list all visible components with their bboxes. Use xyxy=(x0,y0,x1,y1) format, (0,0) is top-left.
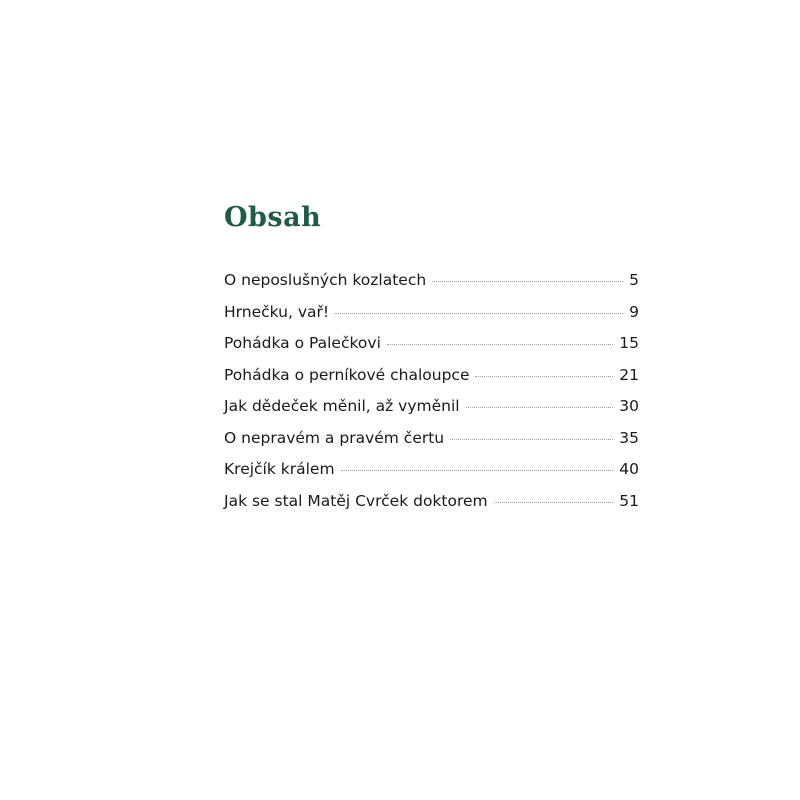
toc-entry-page-number: 30 xyxy=(619,397,639,415)
dot-leader xyxy=(475,376,613,377)
toc-entry[interactable] xyxy=(224,429,639,461)
toc-list xyxy=(224,271,639,523)
toc-entry-title: Pohádka o perníkové chaloupce xyxy=(224,365,470,384)
dot-leader xyxy=(494,502,614,503)
toc-entry[interactable] xyxy=(224,303,639,335)
toc-entry[interactable] xyxy=(224,492,639,524)
toc-entry-title: O neposlušných kozlatech xyxy=(224,271,427,289)
dot-leader xyxy=(341,470,614,471)
toc-entry[interactable] xyxy=(224,271,639,303)
toc-entry[interactable] xyxy=(224,334,639,366)
dot-leader xyxy=(466,407,614,408)
toc-entry[interactable] xyxy=(224,397,639,429)
toc-entry-title: Jak dědeček měnil, až vyměnil xyxy=(224,397,460,415)
toc-entry[interactable] xyxy=(224,460,639,492)
toc-entry-page-number: 51 xyxy=(619,491,639,510)
toc-entry-page-number: 40 xyxy=(619,460,639,478)
toc-entry-page-number: 9 xyxy=(629,302,639,321)
toc-entry-page-number: 15 xyxy=(619,334,639,352)
toc-entry[interactable] xyxy=(224,366,639,398)
toc-heading: Obsah xyxy=(224,202,322,233)
toc-entry-title: Krejčík králem xyxy=(224,460,335,478)
toc-entry-title: Pohádka o Palečkovi xyxy=(224,334,381,352)
toc-entry-page-number: 21 xyxy=(619,365,639,384)
dot-leader xyxy=(450,439,613,440)
dot-leader xyxy=(335,313,623,314)
dot-leader xyxy=(387,344,613,345)
table-of-contents xyxy=(224,196,639,523)
toc-entry-title: Hrnečku, vař! xyxy=(224,302,330,321)
toc-entry-page-number: 5 xyxy=(629,271,639,289)
dot-leader xyxy=(432,281,623,282)
toc-entry-title: Jak se stal Matěj Cvrček doktorem xyxy=(224,491,488,510)
toc-entry-title: O nepravém a pravém čertu xyxy=(224,428,445,447)
toc-entry-page-number: 35 xyxy=(619,428,639,447)
